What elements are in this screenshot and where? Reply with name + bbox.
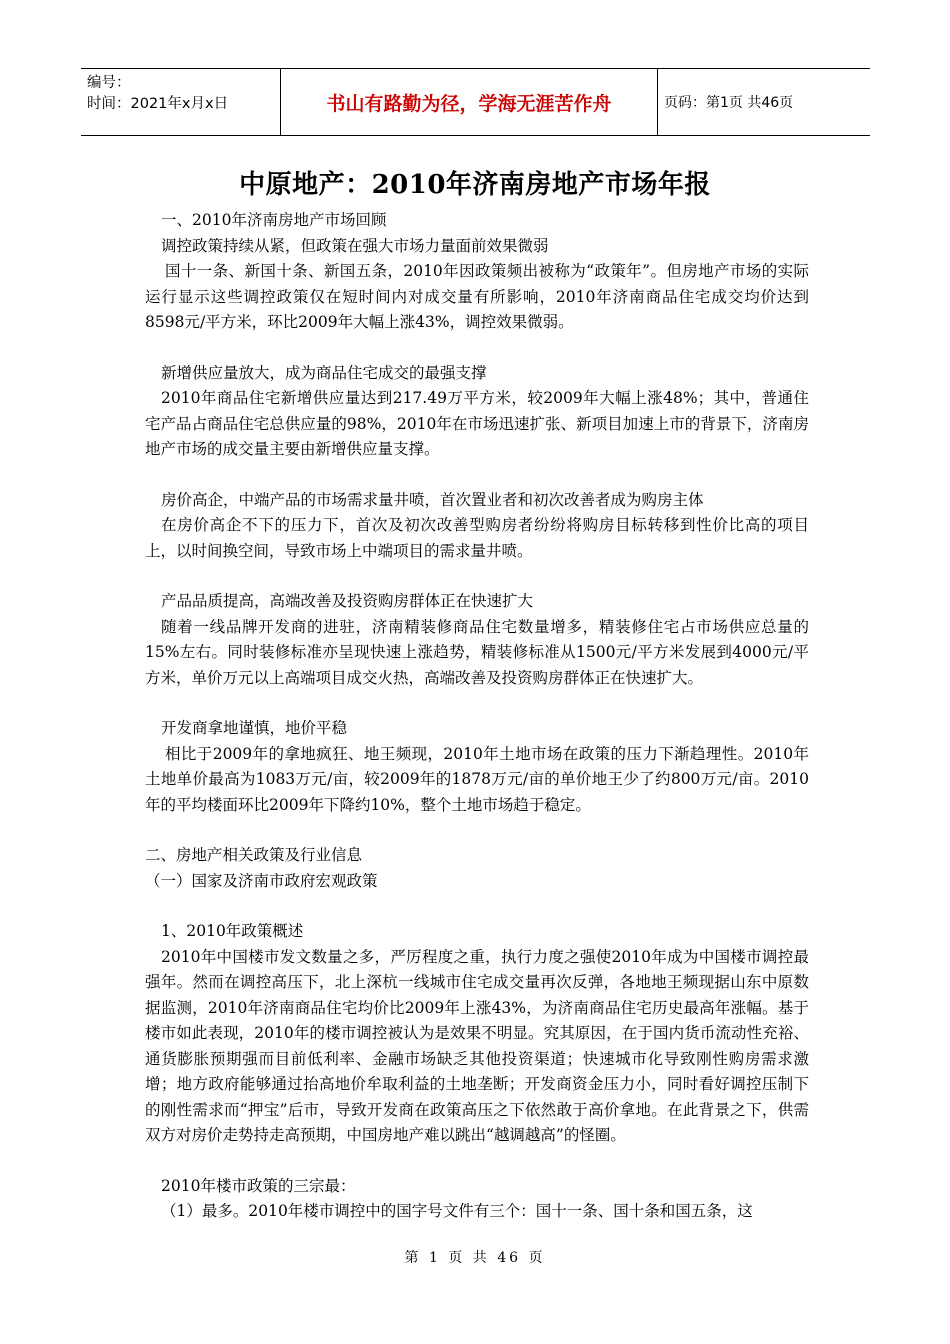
- sub-heading: 调控政策持续从紧，但政策在强大市场力量面前效果微弱: [161, 236, 549, 255]
- paragraph: 2010年商品住宅新增供应量达到217.49万平方米，较2009年大幅上涨48%；其中，普通住宅产品占商品住宅总供应量的98%，2010年在市场迅速扩张、新项目加速上市的背景下，济南房地产市场的成交量主要由新增供应量支撑。: [145, 389, 809, 458]
- section-heading: 一、2010年济南房地产市场回顾: [161, 211, 387, 229]
- paragraph: （1）最多。2010年楼市调控中的国字号文件有三个：国十一条、国十条和国五条，这: [161, 1202, 753, 1220]
- sub-heading: 产品品质提高，高端改善及投资购房群体正在快速扩大: [161, 592, 534, 610]
- paragraph: 相比于2009年的拿地疯狂、地王频现，2010年土地市场在政策的压力下渐趋理性。2010年土地单价最高为1083万元/亩，较2009年的1878万元/亩的单价地王少了约800万元/亩。2010年的平均楼面环比2009年下降约10%，整个土地市场趋于稳定。: [145, 744, 809, 814]
- header-page-info: 页码：第1页 共46页: [664, 95, 794, 111]
- section-heading: 二、房地产相关政策及行业信息: [145, 846, 363, 864]
- paragraph: 随着一线品牌开发商的进驻，济南精装修商品住宅数量增多，精装修住宅占市场供应总量的15%左右。同时装修标准亦呈现快速上涨趋势，精装修标准从1500元/平方米发展到4000元/平方米，单价万元以上高端项目成交火热，高端改善及投资购房群体正在快速扩大。: [145, 617, 809, 687]
- header-motto: 书山有路勤为径，学海无涯苦作舟: [281, 69, 658, 135]
- paragraph: 2010年中国楼市发文数量之多，严厉程度之重，执行力度之强使2010年成为中国楼市调控最强年。然而在调控高压下，北上深杭一线城市住宅成交量再次反弹，各地地王频现据山东中原数据监测，2010年济南商品住宅均价比2009年上涨43%，为济南商品住宅历史最高年涨幅。基于楼市如此表现，2010年的楼市调控被认为是效果不明显。究其原因，在于国内货币流动性充裕、通货膨胀预期强而目前低利率、金融市场缺乏其他投资渠道；快速城市化导致刚性购房需求激增；地方政府能够通过抬高地价牟取利益的土地垄断；开发商资金压力小，同时看好调控压制下的刚性需求而“押宝”后市，导致开发商在政策高压之下依然敢于高价拿地。在此背景之下，供需双方对房价走势持走高预期，中国房地产难以跳出“越调越高”的怪圈。: [145, 947, 809, 1144]
- sub-heading: 2010年楼市政策的三宗最：: [161, 1176, 356, 1195]
- header-meta: [81, 69, 281, 135]
- sub-section-heading: （一）国家及济南市政府宏观政策: [145, 871, 378, 890]
- page-header: [81, 68, 870, 136]
- document-body: [145, 208, 809, 1225]
- time-label: 时间：2021年x月x日: [87, 96, 229, 112]
- paragraph: 国十一条、新国十条、新国五条，2010年因政策频出被称为“政策年”。但房地产市场的实际运行显示这些调控政策仅在短时间内对成交量有所影响，2010年济南商品住宅成交均价达到8598元/平方米，环比2009年大幅上涨43%，调控效果微弱。: [145, 262, 809, 331]
- document-title: 中原地产：2010年济南房地产市场年报: [239, 170, 711, 200]
- page-footer: 第 1 页 共 46 页: [404, 1250, 546, 1266]
- sub-heading: 1、2010年政策概述: [161, 922, 304, 940]
- sub-heading: 新增供应量放大，成为商品住宅成交的最强支撑: [161, 363, 487, 382]
- sub-heading: 房价高企，中端产品的市场需求量井喷，首次置业者和初次改善者成为购房主体: [161, 490, 704, 509]
- code-label: 编号：: [87, 75, 131, 91]
- paragraph: 在房价高企不下的压力下，首次及初次改善型购房者纷纷将购房目标转移到性价比高的项目上，以时间换空间，导致市场上中端项目的需求量井喷。: [145, 516, 809, 560]
- sub-heading: 开发商拿地谨慎，地价平稳: [161, 719, 348, 737]
